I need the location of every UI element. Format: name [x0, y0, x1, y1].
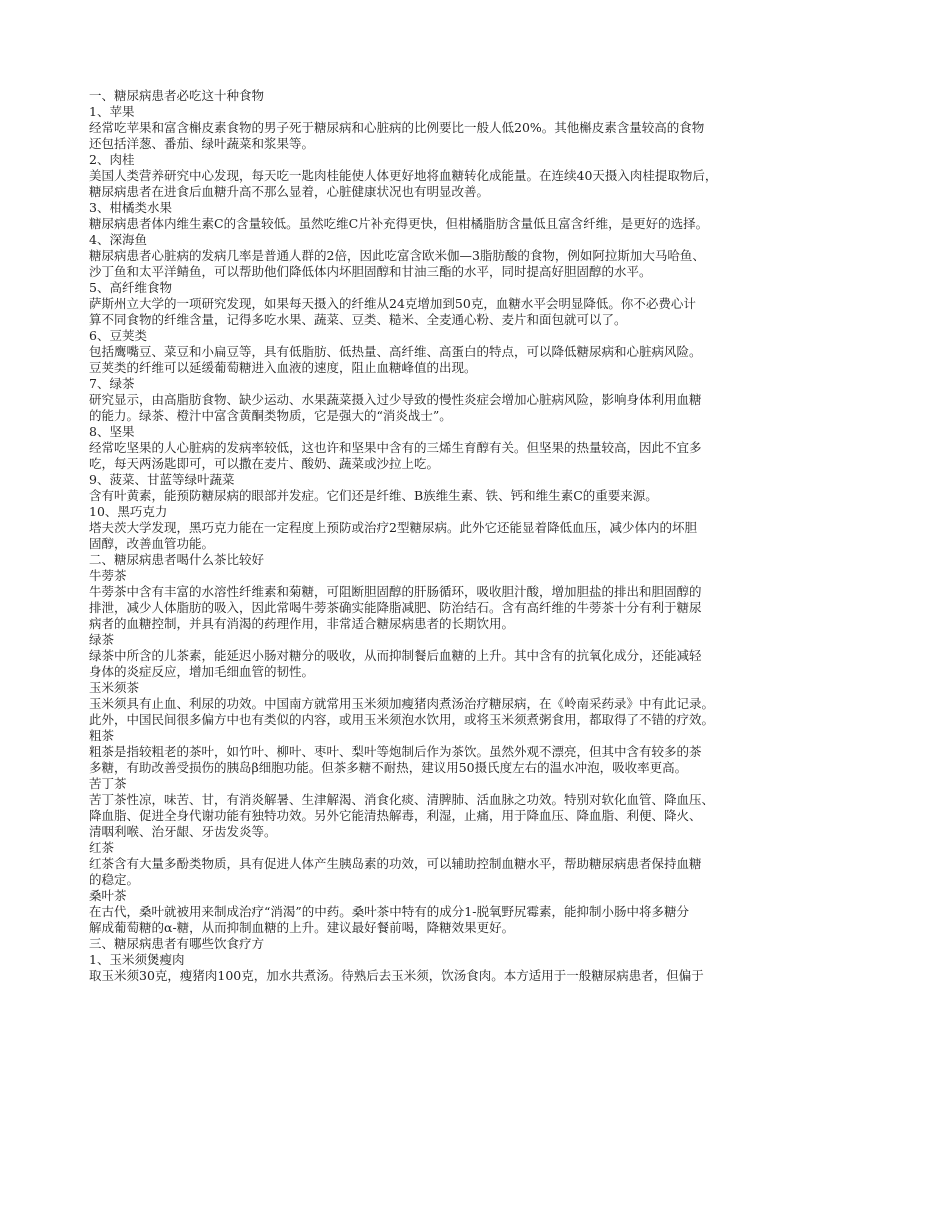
item-heading: 2、肉桂	[89, 152, 135, 167]
item-heading: 10、黑巧克力	[89, 504, 168, 519]
item-heading: 3、柑橘类水果	[89, 200, 172, 215]
paragraph-line: 清咽利喉、治牙龈、牙齿发炎等。	[89, 824, 277, 839]
item-heading: 9、菠菜、甘蓝等绿叶蔬菜	[89, 472, 235, 487]
section-heading: 三、糖尿病患者有哪些饮食疗方	[89, 936, 265, 951]
paragraph-line: 糖尿病患者体内维生素C的含量较低。虽然吃维C片补充得更快，但柑橘脂肪含量低且富含纤维，是更好的选择。	[89, 216, 709, 231]
paragraph-line: 还包括洋葱、番茄、绿叶蔬菜和浆果等。	[89, 136, 315, 151]
paragraph-line: 粗茶是指较粗老的茶叶，如竹叶、柳叶、枣叶、梨叶等炮制后作为茶饮。虽然外观不漂亮，但其中含有较多的茶	[89, 744, 702, 759]
document-body	[89, 88, 859, 984]
paragraph-line: 固醇，改善血管功能。	[89, 536, 215, 551]
paragraph-line: 豆荚类的纤维可以延缓葡萄糖进入血液的速度，阻止血糖峰值的出现。	[89, 360, 477, 375]
paragraph-line: 包括鹰嘴豆、菜豆和小扁豆等，具有低脂肪、低热量、高纤维、高蛋白的特点，可以降低糖尿病和心脏病风险。	[89, 344, 702, 359]
item-heading: 1、苹果	[89, 104, 135, 119]
section-heading: 二、糖尿病患者喝什么茶比较好	[89, 552, 265, 567]
paragraph-line: 多糖，有助改善受损伤的胰岛β细胞功能。但茶多糖不耐热，建议用50摄氏度左右的温水冲泡，吸收率更高。	[89, 760, 688, 775]
item-heading: 8、坚果	[89, 424, 135, 439]
paragraph-line: 苦丁茶性凉，味苦、甘，有消炎解暑、生津解渴、消食化痰、清脾肺、活血脉之功效。特别对软化血管、降血压、	[89, 792, 715, 807]
item-heading: 4、深海鱼	[89, 232, 147, 247]
paragraph-line: 病者的血糖控制，并具有消渴的药理作用，非常适合糖尿病患者的长期饮用。	[89, 616, 515, 631]
paragraph-line: 吃，每天两汤匙即可，可以撒在麦片、酸奶、蔬菜或沙拉上吃。	[89, 456, 440, 471]
paragraph-line: 塔夫茨大学发现，黑巧克力能在一定程度上预防或治疗2型糖尿病。此外它还能显着降低血压，减少体内的坏胆	[89, 520, 697, 535]
item-heading: 粗茶	[89, 728, 115, 743]
paragraph-line: 牛蒡茶中含有丰富的水溶性纤维素和菊糖，可阻断胆固醇的肝肠循环，吸收胆汁酸，增加胆盐的排出和胆固醇的	[89, 584, 702, 599]
item-heading: 桑叶茶	[89, 888, 127, 903]
paragraph-line: 糖尿病患者心脏病的发病几率是普通人群的2倍，因此吃富含欧米伽—3脂肪酸的食物，例如阿拉斯加大马哈鱼、	[89, 248, 705, 263]
item-heading: 绿茶	[89, 632, 115, 647]
item-heading: 1、玉米须煲瘦肉	[89, 952, 185, 967]
item-heading: 红茶	[89, 840, 115, 855]
paragraph-line: 经常吃坚果的人心脏病的发病率较低，这也许和坚果中含有的三烯生育醇有关。但坚果的热量较高，因此不宜多	[89, 440, 702, 455]
item-heading: 6、豆荚类	[89, 328, 147, 343]
paragraph-line: 身体的炎症反应，增加毛细血管的韧性。	[89, 664, 315, 679]
paragraph-line: 含有叶黄素，能预防糖尿病的眼部并发症。它们还是纤维、B族维生素、铁、钙和维生素C的重要来源。	[89, 488, 658, 503]
paragraph-line: 红茶含有大量多酚类物质，具有促进人体产生胰岛素的功效，可以辅助控制血糖水平，帮助糖尿病患者保持血糖	[89, 856, 702, 871]
item-heading: 牛蒡茶	[89, 568, 127, 583]
item-heading: 玉米须茶	[89, 680, 140, 695]
paragraph-line: 在古代，桑叶就被用来制成治疗“消渴”的中药。桑叶茶中特有的成分1-脱氧野尻霉素，能抑制小肠中将多糖分	[89, 904, 689, 919]
item-heading: 苦丁茶	[89, 776, 127, 791]
paragraph-line: 此外，中国民间很多偏方中也有类似的内容，或用玉米须泡水饮用，或将玉米须煮粥食用，都取得了不错的疗效。	[89, 712, 715, 727]
paragraph-line: 算不同食物的纤维含量，记得多吃水果、蔬菜、豆类、糙米、全麦通心粉、麦片和面包就可以了。	[89, 312, 627, 327]
paragraph-line: 玉米须具有止血、利尿的功效。中国南方就常用玉米须加瘦猪肉煮汤治疗糖尿病，在《岭南采药录》中有此记录。	[89, 696, 715, 711]
paragraph-line: 解成葡萄糖的α-糖，从而抑制血糖的上升。建议最好餐前喝，降糖效果更好。	[89, 920, 515, 935]
paragraph-line: 的稳定。	[89, 872, 140, 887]
item-heading: 7、绿茶	[89, 376, 135, 391]
paragraph-line: 排泄，减少人体脂肪的吸入，因此常喝牛蒡茶确实能降脂减肥、防治结石。含有高纤维的牛蒡茶十分有利于糖尿	[89, 600, 702, 615]
paragraph-line: 萨斯州立大学的一项研究发现，如果每天摄入的纤维从24克增加到50克，血糖水平会明显降低。你不必费心计	[89, 296, 696, 311]
paragraph-line: 糖尿病患者在进食后血糖升高不那么显着，心脏健康状况也有明显改善。	[89, 184, 490, 199]
section-heading: 一、糖尿病患者必吃这十种食物	[89, 88, 265, 103]
paragraph-line: 美国人类营养研究中心发现，每天吃一匙肉桂能使人体更好地将血糖转化成能量。在连续40天摄入肉桂提取物后，	[89, 168, 718, 183]
item-heading: 5、高纤维食物	[89, 280, 172, 295]
paragraph-line: 降血脂、促进全身代谢功能有独特功效。另外它能清热解毒，利湿，止痛，用于降血压、降血脂、利便、降火、	[89, 808, 702, 823]
paragraph-line: 沙丁鱼和太平洋鲭鱼，可以帮助他们降低体内坏胆固醇和甘油三酯的水平，同时提高好胆固醇的水平。	[89, 264, 652, 279]
paragraph-line: 的能力。绿茶、橙汁中富含黄酮类物质，它是强大的“消炎战士”。	[89, 408, 452, 423]
paragraph-line: 研究显示，由高脂肪食物、缺少运动、水果蔬菜摄入过少导致的慢性炎症会增加心脏病风险，影响身体利用血糖	[89, 392, 702, 407]
paragraph-line: 绿茶中所含的儿茶素，能延迟小肠对糖分的吸收，从而抑制餐后血糖的上升。其中含有的抗氧化成分，还能减轻	[89, 648, 702, 663]
paragraph-line: 经常吃苹果和富含槲皮素食物的男子死于糖尿病和心脏病的比例要比一般人低20%。其他槲皮素含量较高的食物	[89, 120, 705, 135]
paragraph-line: 取玉米须30克，瘦猪肉100克，加水共煮汤。待熟后去玉米须，饮汤食肉。本方适用于一般糖尿病患者，但偏于	[89, 968, 704, 983]
